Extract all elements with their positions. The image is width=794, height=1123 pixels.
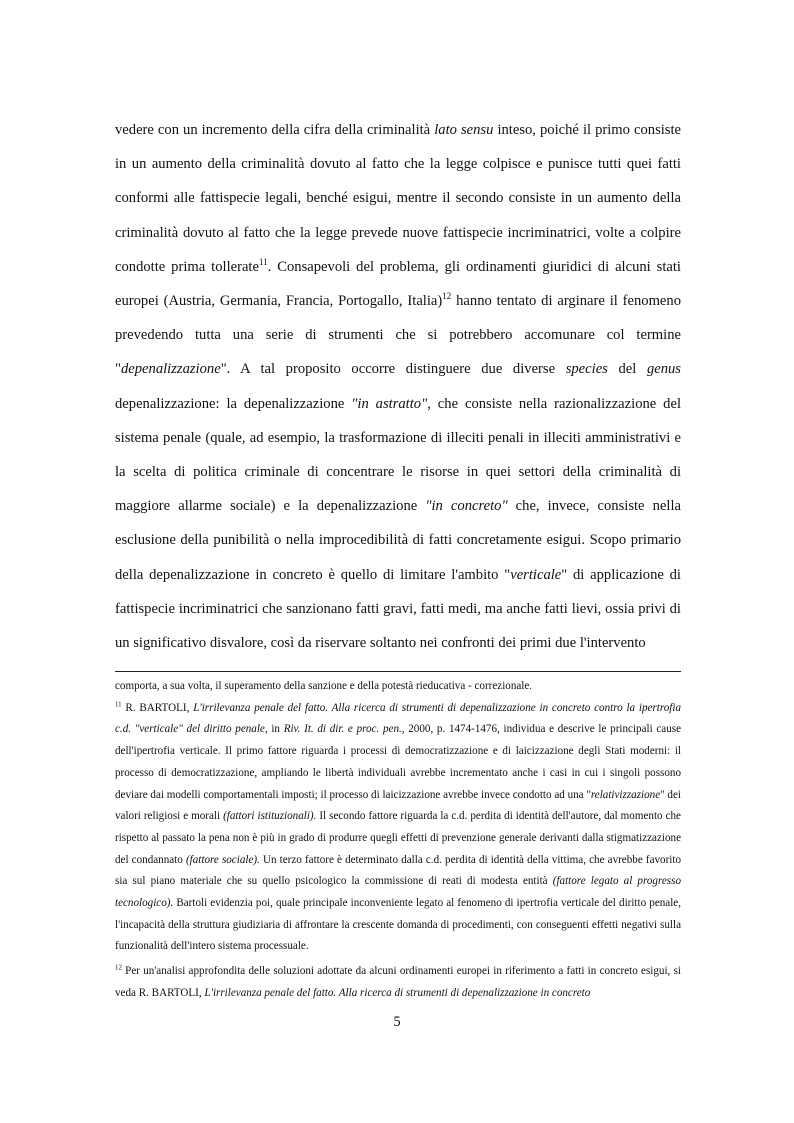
body-text-segment: " di applicazione di fattispecie incriminatrici che sanzionano fatti gravi, fatti medi, ma anche fatti lievi, ossia privi di un significativo disvalore, così da riservare soltanto nei confronti dei primi due l'intervento — [115, 566, 681, 652]
main-paragraph-text — [115, 113, 681, 660]
footnote-number-12: 12 — [115, 964, 122, 972]
footnote-text-segment: R. B — [121, 701, 147, 714]
body-italic-segment: "in astratto" — [351, 395, 428, 412]
citation-title: L'irrilevanza penale del fatto. Alla ricerca di strumenti di depenalizzazione in concreto — [204, 986, 591, 999]
body-text-segment: hanno tentato di arginare il fenomeno prevedendo tutta una serie di strumenti che si potrebbero accomunare col termine " — [115, 293, 681, 378]
footnotes-section — [115, 676, 681, 1005]
body-italic-segment: verticale — [510, 566, 562, 583]
footnote-italic-segment: (fattore sociale). — [185, 853, 260, 866]
body-text-segment: . Consapevoli del problema, gli ordinamenti giuridici di alcuni stati europei (Austria, Germania, Francia, Portogallo, Italia) — [115, 258, 681, 310]
body-text-segment: , che consiste nella razionalizzazione del sistema penale (quale, ad esempio, la trasformazione di illeciti penali in illeciti amministrativi e la scelta di politica criminale di concentrare le risorse in quei settori della criminalità di maggiore allarme sociale) e la depenalizzazione — [115, 395, 682, 515]
footnote-text-segment: Il secondo fattore riguarda la c.d. perdita di identità dell'autore, dal momento che rispetto al passato la pena non è più in grado di produrre quegli effetti di prevenzione generale derivanti dalla stigmatizzazione del condannato — [115, 810, 681, 866]
body-italic-segment: lato sensu — [434, 122, 494, 138]
journal-name: Riv. It. di dir. e proc. pen., — [283, 723, 405, 736]
footnote-text-segment: , — [186, 701, 194, 714]
footnote-italic-segment: (fattore legato al progresso tecnologico). — [115, 875, 681, 910]
body-text-segment: inteso, poiché il primo consiste in un aumento della criminalità dovuto al fatto che la legge colpisce e punisce tutti quei fatti conformi alle fattispecie legali, benché esigui, mentre il secondo consiste in un aumento della criminalità dovuto al fatto che la legge prevede nuove fattispecie incriminatrici, volte a colpire condotte prima tollerate — [115, 122, 682, 275]
footnote-italic-segment: (fattori istituzionali). — [223, 810, 320, 823]
footnote-11 — [115, 698, 681, 958]
main-paragraph — [115, 113, 681, 660]
footnote-separator — [115, 671, 681, 672]
footnote-carryover: comporta, a sua volta, il superamento della sanzione e della potestà rieducativa - correzionale. — [115, 680, 533, 692]
footnote-italic-segment: relativizzazione — [590, 788, 661, 801]
body-italic-segment: "in concreto" — [425, 498, 508, 515]
body-text-segment: vedere con un incremento della cifra della criminalità — [115, 122, 435, 138]
footnote-number-11: 11 — [115, 701, 122, 709]
body-italic-segment: species — [565, 361, 608, 378]
body-text-segment: che, invece, consiste nella esclusione della punibilità o nella improcedibilità di fatti concretamente esigui. Scopo primario della depenalizzazione in concreto è quello di limitare l'ambito " — [115, 498, 681, 583]
footnote-reference-12: 12 — [442, 291, 452, 302]
footnote-text-segment: , — [198, 986, 205, 999]
body-text-segment: ". A tal proposito occorre distinguere due diverse — [220, 361, 566, 378]
citation-title: L'irrilevanza penale del fatto. Alla ricerca di strumenti di depenalizzazione in concreto contro la ipertrofia c.d. "verticale" del diritto penale — [115, 701, 682, 736]
footnote-text-segment: Per un'analisi approfondita delle soluzioni adottate da alcuni ordinamenti europei in riferimento a fatti in concreto esigui, si veda R. B — [115, 965, 681, 999]
footnote-text-segment: 2000, p. 1474-1476, individua e descrive le principali cause dell'ipertrofia verticale. Il primo fattore riguarda i processi di democratizzazione e di laicizzazione degli Stati moderni: il processo di democratizzazione, ampliando le libertà individuali avrebbe incrementato anche i casi in cui i singoli possono deviare dai modelli comportamentali imposti; il processo di laicizzazione avrebbe invece condotto ad una " — [115, 723, 682, 801]
footnote-12 — [115, 961, 681, 1004]
body-italic-segment: depenalizzazione — [120, 361, 221, 378]
page-number: 5 — [393, 1014, 401, 1030]
author-name-smallcaps: ARTOLI — [159, 986, 199, 999]
footnote-text-segment: Bartoli evidenzia poi, quale principale inconveniente legato al fenomeno di ipertrofia verticale del diritto penale, l'incapacità della struttura giudiziaria di affrontare la crescente domanda di procedimenti, con conseguenti effetti negativi sulla funzionalità dell'intero sistema processuale. — [115, 897, 681, 953]
author-name-smallcaps: ARTOLI — [146, 701, 187, 714]
body-text-segment: depenalizzazione: la depenalizzazione — [115, 395, 352, 412]
footnote-text-segment: , in — [264, 723, 284, 736]
footnote-reference-11: 11 — [258, 256, 268, 267]
body-text-segment: del — [607, 361, 647, 378]
footnote-text-segment: Un terzo fattore è determinato dalla c.d. perdita di identità della vittima, che avrebbe favorito sia sul piano materiale che su quello psicologico la commissione di reati di modesta entità — [115, 853, 681, 888]
footnote-text-segment: " dei valori religiosi e morali — [115, 788, 681, 823]
body-italic-segment: genus — [646, 361, 681, 378]
